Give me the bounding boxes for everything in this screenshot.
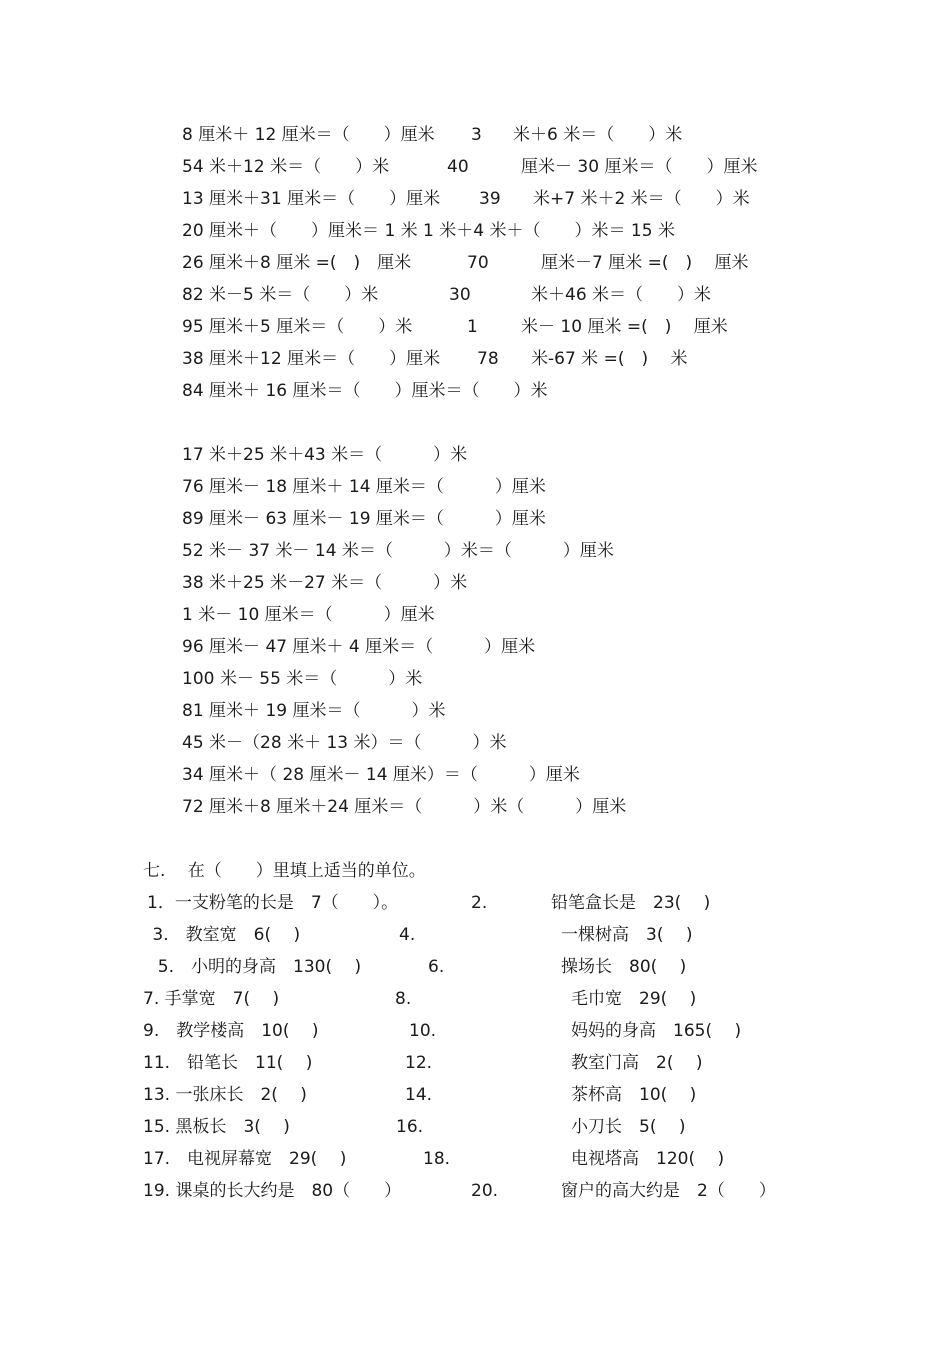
unit-question-number: 2. [471,893,488,913]
problem-a-number: 40 [447,157,469,177]
problem-b-line: 45 米－（28 米＋ 13 米）＝（ ）米 [182,733,507,753]
unit-question-right: 电视塔高 120( ) [571,1149,725,1169]
unit-question-number: 10. [409,1021,437,1041]
unit-question-left: 1．一支粉笔的长是 7（ ）。 [147,893,399,913]
problem-a-part1: 8 厘米＋ 12 厘米＝（ ）厘米 [182,125,435,145]
problem-a-number: 30 [449,285,471,305]
unit-question-number: 4. [399,925,416,945]
unit-question-number: 14. [405,1085,433,1105]
unit-question-right: 妈妈的身高 165( ) [571,1021,742,1041]
problem-b-line: 72 厘米＋8 厘米＋24 厘米＝（ ）米（ ）厘米 [182,797,627,817]
problem-a-number: 39 [479,189,501,209]
unit-question-right: 毛巾宽 29( ) [571,989,697,1009]
problem-a-part2: 米－ 10 厘米 =( ) 厘米 [521,317,728,337]
problem-a-part2: 厘米－ 30 厘米＝（ ）厘米 [521,157,758,177]
problem-a-number: 1 [467,317,478,337]
problem-a-part1: 84 厘米＋ 16 厘米＝（ ）厘米＝（ ）米 [182,381,548,401]
problem-a-part1: 54 米＋12 米＝（ ）米 [182,157,390,177]
unit-question-number: 12. [405,1053,433,1073]
problem-b-line: 17 米＋25 米＋43 米＝（ ）米 [182,445,468,465]
unit-question-number: 20. [471,1181,499,1201]
problem-a-part1: 95 厘米＋5 厘米＝（ ）米 [182,317,413,337]
unit-question-left: 5. 小明的身高 130( ) [147,957,362,977]
problem-a-part1: 38 厘米＋12 厘米＝（ ）厘米 [182,349,441,369]
problem-b-line: 81 厘米＋ 19 厘米＝（ ）米 [182,701,446,721]
problem-b-line: 38 米＋25 米－27 米＝（ ）米 [182,573,468,593]
unit-question-right: 小刀长 5( ) [571,1117,686,1137]
unit-question-left: 13. 一张床长 2( ) [143,1085,307,1105]
problem-b-line: 96 厘米－ 47 厘米＋ 4 厘米＝（ ）厘米 [182,637,536,657]
unit-question-right: 铅笔盒长是 23( ) [551,893,711,913]
unit-question-left: 17. 电视屏幕宽 29( ) [143,1149,347,1169]
unit-question-right: 一棵树高 3( ) [561,925,693,945]
unit-question-right: 茶杯高 10( ) [571,1085,697,1105]
problem-a-part2: 米＋46 米＝（ ）米 [531,285,712,305]
problem-a-part1: 13 厘米＋31 厘米＝（ ）厘米 [182,189,441,209]
unit-question-right: 教室门高 2( ) [571,1053,703,1073]
problem-b-line: 100 米－ 55 米＝（ ）米 [182,669,423,689]
unit-question-number: 6. [428,957,445,977]
problem-a-number: 70 [467,253,489,273]
problem-a-part1: 20 厘米＋（ ）厘米＝ 1 米 1 米＋4 米＋（ ）米＝ 15 米 [182,221,675,241]
unit-question-left: 7. 手掌宽 7( ) [143,989,280,1009]
problem-b-line: 76 厘米－ 18 厘米＋ 14 厘米＝（ ）厘米 [182,477,546,497]
problem-b-line: 34 厘米＋（ 28 厘米－ 14 厘米）＝（ ）厘米 [182,765,580,785]
unit-question-left: 19. 课桌的长大约是 80（ ） [143,1181,402,1201]
problem-a-part1: 82 米－5 米＝（ ）米 [182,285,379,305]
problem-a-part2: 米＋6 米＝（ ）米 [513,125,683,145]
section-seven-title: 七. 在（ ）里填上适当的单位。 [143,861,426,881]
unit-question-left: 11. 铅笔长 11( ) [143,1053,313,1073]
problem-b-line: 89 厘米－ 63 厘米－ 19 厘米＝（ ）厘米 [182,509,546,529]
problem-a-number: 78 [477,349,499,369]
problem-a-part2: 厘米－7 厘米 =( ) 厘米 [541,253,749,273]
unit-question-number: 8. [395,989,412,1009]
unit-question-left: 9. 教学楼高 10( ) [143,1021,319,1041]
unit-question-right: 操场长 80( ) [561,957,687,977]
unit-question-right: 窗户的高大约是 2（ ） [561,1181,776,1201]
problem-b-line: 52 米－ 37 米－ 14 米＝（ ）米＝（ ）厘米 [182,541,614,561]
problem-a-part2: 米-67 米 =( ) 米 [531,349,688,369]
problem-a-part1: 26 厘米＋8 厘米 =( ) 厘米 [182,253,412,273]
unit-question-number: 16. [396,1117,424,1137]
unit-question-number: 18. [423,1149,451,1169]
unit-question-left: 3. 教室宽 6( ) [147,925,301,945]
problem-a-number: 3 [471,125,482,145]
unit-question-left: 15. 黑板长 3( ) [143,1117,290,1137]
problem-b-line: 1 米－ 10 厘米＝（ ）厘米 [182,605,435,625]
problem-a-part2: 米+7 米＋2 米＝（ ）米 [533,189,750,209]
